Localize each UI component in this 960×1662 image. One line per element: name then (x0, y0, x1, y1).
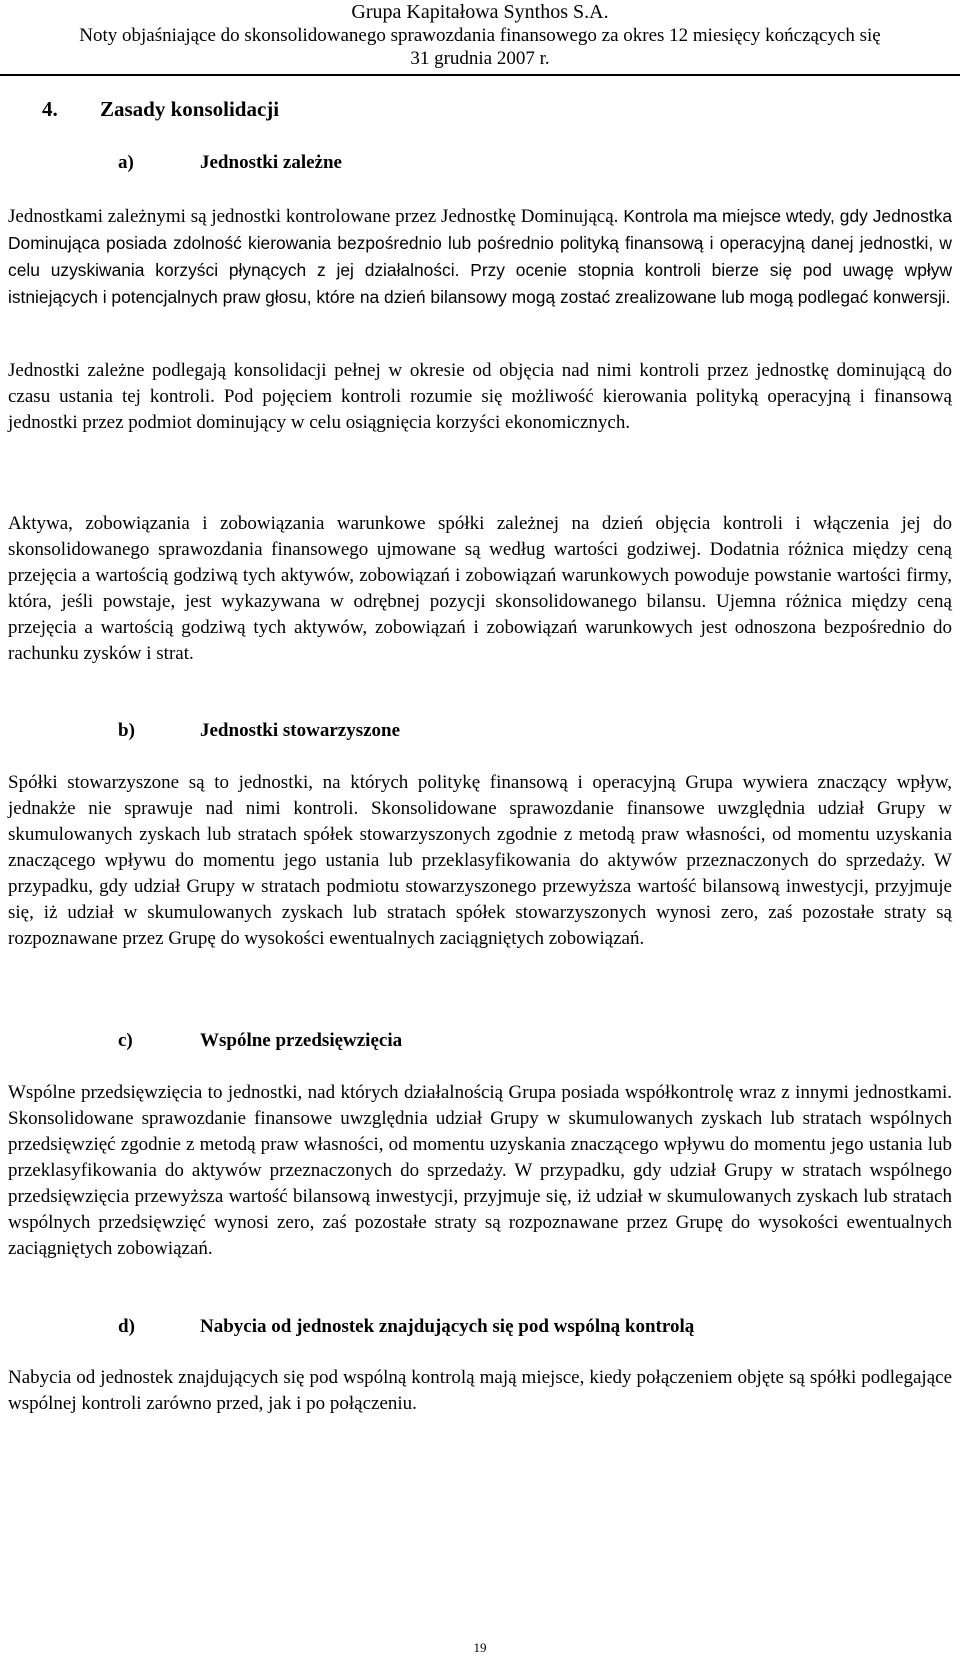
subsection-c-title: Wspólne przedsięwzięcia (200, 1030, 403, 1051)
header-subtitle: Noty objaśniające do skonsolidowanego sprawozdania finansowego za okres 12 miesięcy kończących się (79, 25, 881, 46)
subsection-b-heading (118, 720, 400, 742)
paragraph-a1-sans: Kontrola ma miejsce wtedy, gdy Jednostka Dominująca posiada zdolność kierowania bezpośrednio lub pośrednio polityką finansową i operacyjną danej jednostki, w celu uzyskiwania korzyści płynących z jej działalności. Przy ocenie stopnia kontroli bierze się pod uwagę wpływ istniejących i potencjalnych praw głosu, które na dzień bilansowy mogą zostać zrealizowane lub mogą podlegać konwersji. (8, 206, 952, 307)
paragraph-d1: Nabycia od jednostek znajdujących się pod wspólną kontrolą mają miejsce, kiedy połączeniem objęte są spółki podlegające wspólnej kontroli zarówno przed, jak i po połączeniu. (8, 1367, 952, 1414)
subsection-b-letter: b) (118, 720, 135, 741)
subsection-d-title: Nabycia od jednostek znajdujących się pod wspólną kontrolą (200, 1316, 695, 1337)
section-heading (42, 97, 279, 122)
subsection-d-letter: d) (118, 1316, 135, 1337)
subsection-c-heading (118, 1030, 402, 1052)
paragraph-b1: Spółki stowarzyszone są to jednostki, na których politykę finansową i operacyjną Grupa wywiera znaczący wpływ, jednakże nie sprawuje nad nimi kontroli. Skonsolidowane sprawozdanie finansowe uwzględnia udział Grupy w skumulowanych zyskach lub stratach spółek stowarzyszonych zgodnie z metodą praw własności, od momentu uzyskania znaczącego wpływu do momentu jego ustania lub przeklasyfikowania do aktywów przeznaczonych do sprzedaży. W przypadku, gdy udział Grupy w stratach podmiotu stowarzyszonego przewyższa wartość bilansową inwestycji, przyjmuje się, iż udział w skumulowanych zyskach lub stratach spółek stowarzyszonych wynosi zero, zaś pozostałe straty są rozpoznawane przez Grupę do wysokości ewentualnych zaciągniętych zobowiązań. (8, 772, 952, 949)
paragraph-a2: Jednostki zależne podlegają konsolidacji pełnej w okresie od objęcia nad nimi kontroli przez jednostkę dominującą do czasu ustania tej kontroli. Pod pojęciem kontroli rozumie się możliwość kierowania polityką operacyjną i finansową jednostki przez podmiot dominujący w celu osiągnięcia korzyści ekonomicznych. (8, 360, 952, 433)
subsection-a-heading (118, 152, 342, 174)
subsection-a-letter: a) (118, 152, 134, 173)
section-title: Zasady konsolidacji (100, 97, 280, 121)
paragraph-a1-serif: Jednostkami zależnymi są jednostki kontrolowane przez Jednostkę Dominującą. (8, 206, 619, 227)
page-number: 19 (473, 1640, 487, 1655)
paragraph-a3: Aktywa, zobowiązania i zobowiązania warunkowe spółki zależnej na dzień objęcia kontroli i włączenia jej do skonsolidowanego sprawozdania finansowego ujmowane są według wartości godziwej. Dodatnia różnica między ceną przejęcia a wartością godziwą tych aktywów, zobowiązań i zobowiązań warunkowych powoduje powstanie wartości firmy, która, jeśli powstaje, jest wykazywana w odrębnej pozycji skonsolidowanego bilansu. Ujemna różnica między ceną przejęcia a wartością godziwą tych aktywów, zobowiązań i zobowiązań warunkowych jest odnoszona bezpośrednio do rachunku zysków i strat. (8, 513, 952, 664)
page-header (0, 0, 960, 76)
subsection-b-title: Jednostki stowarzyszone (200, 720, 401, 741)
subsection-a-title: Jednostki zależne (200, 152, 342, 173)
paragraph-a1 (8, 203, 952, 311)
section-number: 4. (42, 97, 58, 121)
header-date: 31 grudnia 2007 r. (410, 48, 550, 69)
paragraph-c1: Wspólne przedsięwzięcia to jednostki, nad których działalnością Grupa posiada współkontrolę wraz z innymi jednostkami. Skonsolidowane sprawozdanie finansowe uwzględnia udział Grupy w skumulowanych zyskach lub stratach wspólnych przedsięwzięć zgodnie z metodą praw własności, od momentu uzyskania znaczącego wpływu do momentu jego ustania lub przeklasyfikowania do aktywów przeznaczonych do sprzedaży. W przypadku, gdy udział Grupy w stratach wspólnego przedsięwzięcia przewyższa wartość bilansową inwestycji, przyjmuje się, iż udział w skumulowanych zyskach lub stratach wspólnych przedsięwzięć wynosi zero, zaś pozostałe straty są rozpoznawane przez Grupę do wysokości ewentualnych zaciągniętych zobowiązań. (8, 1082, 952, 1259)
subsection-d-heading (118, 1316, 694, 1338)
header-company: Grupa Kapitałowa Synthos S.A. (351, 1, 609, 23)
subsection-c-letter: c) (118, 1030, 133, 1051)
